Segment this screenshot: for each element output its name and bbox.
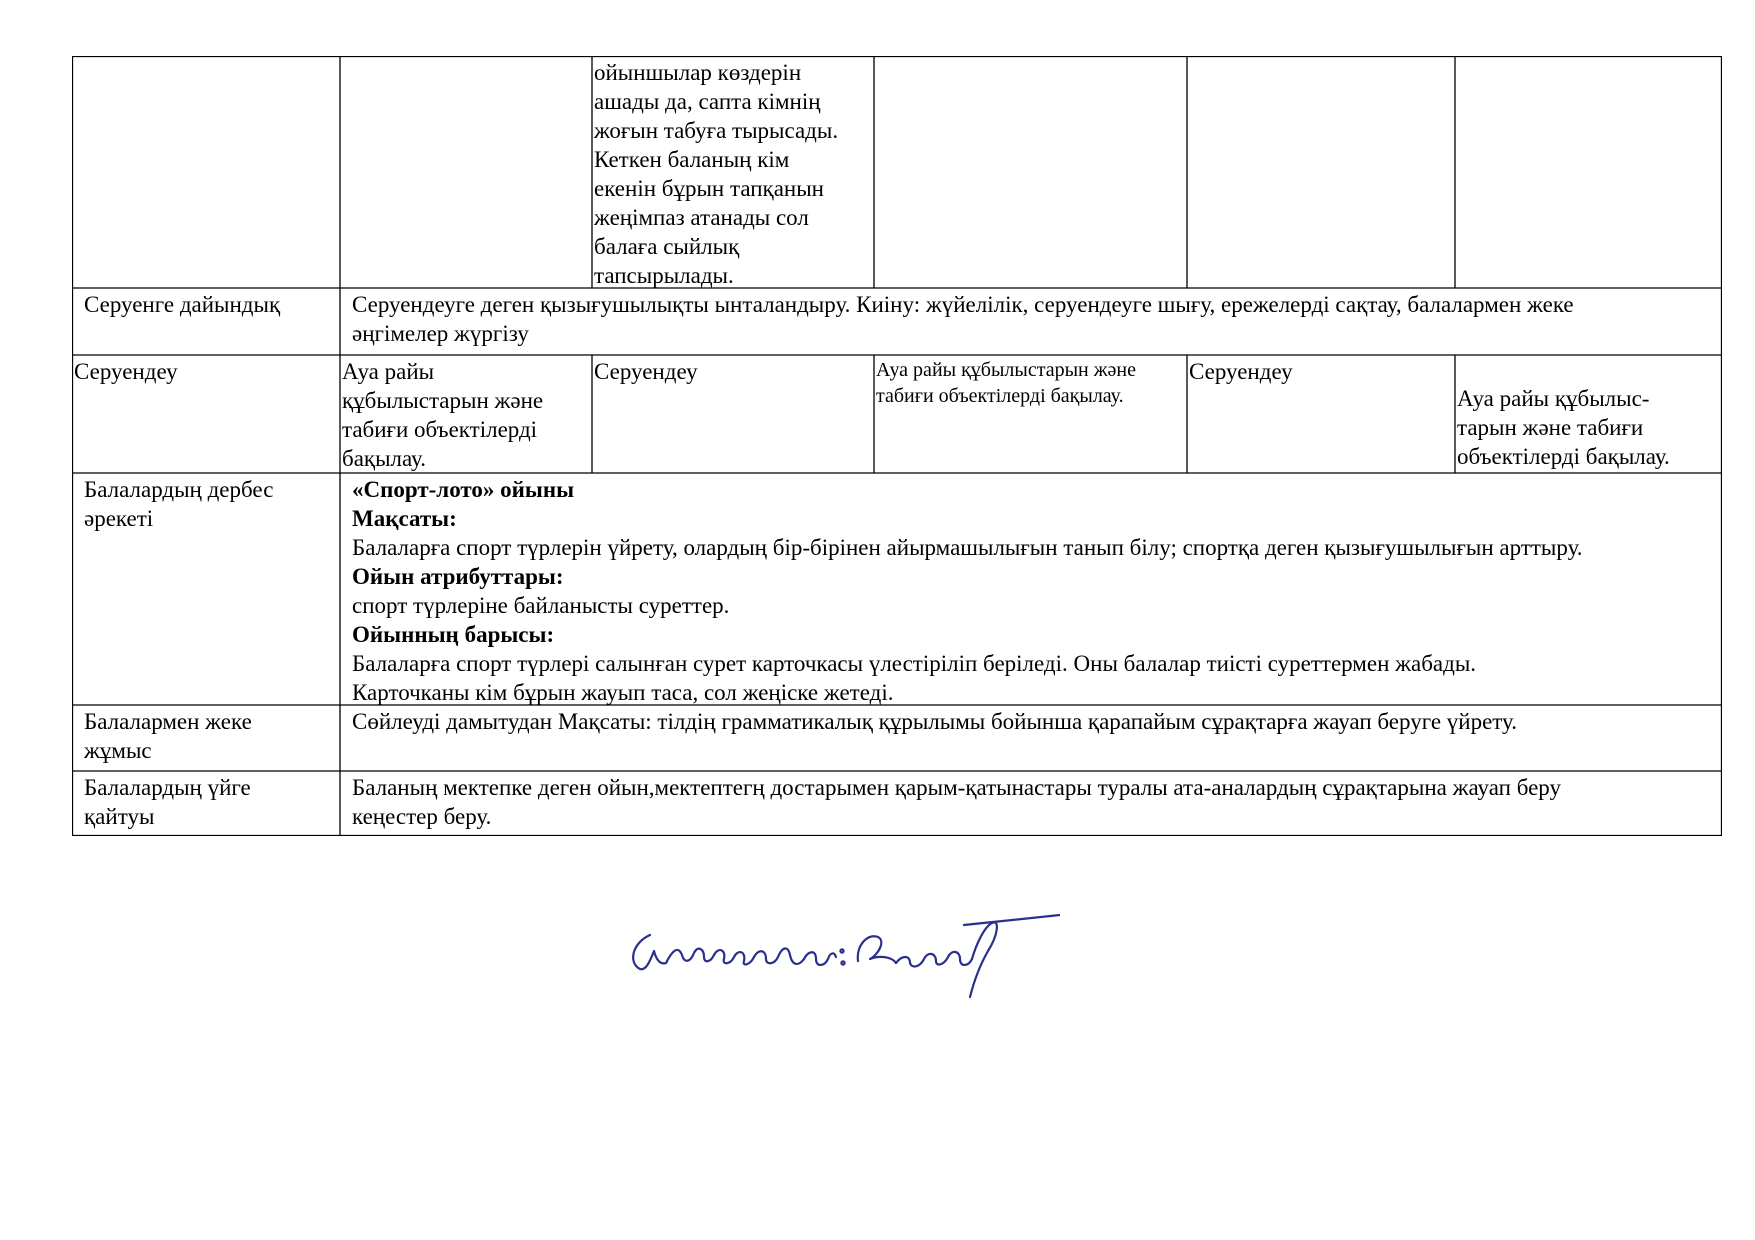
course-text: Балаларға спорт түрлері салынған сурет карточкасы үлестіріліп беріледі. Оны балалар тиісті суреттермен жабады. Карточканы кім бұрын жауып таса, сол жеңіске жетеді. [352, 651, 1477, 705]
goal-heading: Мақсаты: [352, 506, 457, 531]
walk-prep-content: Серуендеуге деген қызығушылықты ынталандыру. Киіну: жүйелілік, серуендеуге шығу, ережелерді сақтау, балалармен жеке әңгімелер жүргізу [352, 292, 1574, 346]
activity-label: Балалардың дербес әрекеті [84, 477, 274, 531]
walk-cell-walk-2: Серуендеу [594, 359, 698, 384]
walk-cell-observation-5 [1457, 357, 1719, 472]
going-home-label: Балалардың үйге қайтуы [84, 775, 251, 829]
individual-work-label: Балалармен жеке жұмыс [84, 709, 252, 763]
goal-text: Балаларға спорт түрлерін үйрету, олардың бір-бірінен айырмашылығын танып білу; спортқа деген қызығушылығын арттыру. [352, 535, 1583, 560]
walk-cell-observation-1: Ауа райы құбылыстарын және табиғи объектілерді бақылау. [342, 359, 544, 471]
individual-work-content: Сөйлеуді дамытудан Мақсаты: тілдің грамматикалық құрылымы бойынша қарапайым сұрақтарға жауап беруге үйрету. [352, 709, 1518, 734]
walk-cell-observation-3: Ауа райы құбылыстарын және табиғи объектілерді бақылау. [876, 359, 1136, 407]
walk-prep-label: Серуенге дайындық [84, 292, 281, 317]
walk-cell-walk-4: Серуендеу [1189, 359, 1293, 384]
walk-label: Серуендеу [74, 359, 178, 384]
game-continuation-text: ойыншылар көздерін ашады да, сапта кімнің жоғын табуға тырысады. Кеткен баланың кім екенін бұрын тапқанын жеңімпаз атанады сол балаға сыйлық тапсырылады. [594, 60, 839, 288]
course-heading: Ойынның барысы: [352, 622, 555, 647]
attributes-text: спорт түрлеріне байланысты суреттер. [352, 593, 730, 618]
walk-cell-observation-5-text: Ауа райы құбылыс- тарын және табиғи объектілерді бақылау. [1457, 386, 1670, 469]
game-title: «Спорт-лото» ойыны [352, 477, 575, 502]
plan-table [72, 56, 1722, 836]
going-home-content: Баланың мектепке деген ойын,мектептегң достарымен қарым-қатынастары туралы ата-аналардың сұрақтарына жауап беру кеңестер беру. [352, 775, 1562, 829]
handwritten-signature [620, 905, 1060, 1010]
activity-content [352, 475, 1718, 707]
attributes-heading: Ойын атрибуттары: [352, 564, 564, 589]
